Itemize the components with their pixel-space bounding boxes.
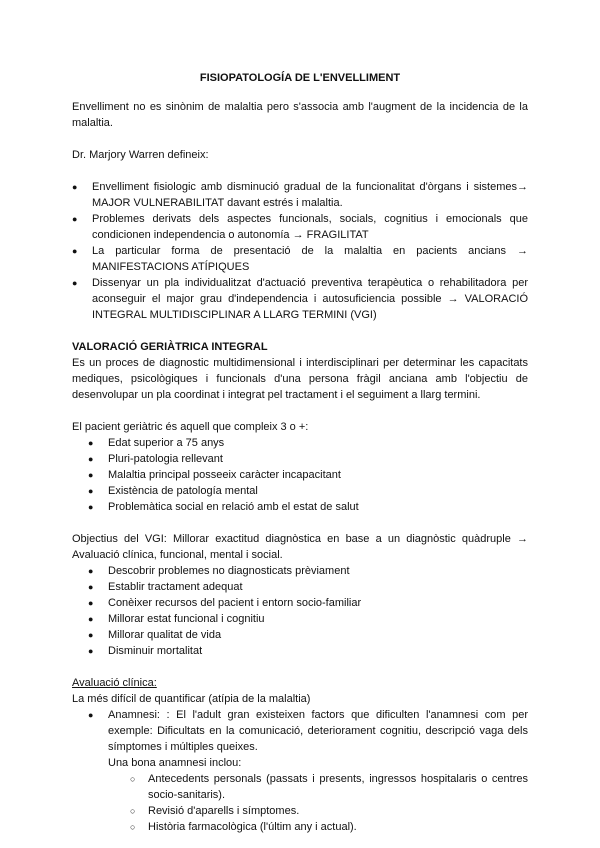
list-item: ● Descobrir problemes no diagnosticats prèviament [88,563,528,579]
list-item: ● Establir tractament adequat [88,579,528,595]
patient-list [88,435,528,515]
list-item [88,707,528,835]
document-page [72,70,528,835]
list-item: ● Dissenyar un pla individualitzat d'actuació preventiva terapèutica o rehabilitadora per aconseguir el major grau d'independencia i autosuficiencia possible → VALORACIÓ INTEGRAL MULTIDISCIPLINAR A LLARG TERMINI (VGI) [72,275,528,323]
clinical-list [88,707,528,835]
sub-list-item: ○ Revisió d'aparells i símptomes. [128,803,528,819]
list-item: ● Millorar qualitat de vida [88,627,528,643]
vgi-definition: Es un proces de diagnostic multidimensional i interdisciplinari per determinar les capacitats mediques, psicològiques i funcionals d'una persona fràgil anciana amb l'objectiu de desenvolupar un pla coordinat i integrat pel tractament i el seguiment a llarg termini. [72,357,528,401]
anamnesis-sublist [128,771,528,835]
list-item: ● Disminuir mortalitat [88,643,528,659]
clinical-subtitle: La més difícil de quantificar (atípia de la malaltia) [72,693,311,705]
list-item: ● Problemes derivats dels aspectes funcionals, socials, cognitius i emocionals que condicionen independencia o autonomía → FRAGILITAT [72,211,528,243]
vgi-heading: VALORACIÓ GERIÀTRICA INTEGRAL [72,341,268,353]
anamnesis-good: Una bona anamnesi inclou: [108,757,242,769]
sub-list-item: ○ Història farmacològica (l'últim any i actual). [128,819,528,835]
warren-intro: Dr. Marjory Warren defineix: [72,149,209,161]
intro-paragraph: Envelliment no es sinònim de malaltia pero s'associa amb l'augment de la incidencia de la malaltia. [72,101,528,129]
warren-list [72,179,528,323]
list-item: ● La particular forma de presentació de la malaltia en pacients ancians → MANIFESTACIONS ATÍPIQUES [72,243,528,275]
list-item: ● Millorar estat funcional i cognitiu [88,611,528,627]
document-title: FISIOPATOLOGÍA DE L'ENVELLIMENT [199,72,401,84]
list-item: ● Malaltia principal posseeix caràcter incapacitant [88,467,528,483]
patient-intro: El pacient geriàtric és aquell que compleix 3 o +: [72,421,309,433]
list-item: ● Problemàtica social en relació amb el estat de salut [88,499,528,515]
list-item: ● Pluri-patologia rellevant [88,451,528,467]
anamnesis-text: Anamnesi: : El l'adult gran existeixen factors que dificulten l'anamnesi com per exemple: Dificultats en la comunicació, deteriorament cognitiu, descripció vaga dels símptomes i múltiples queixes. [108,709,528,753]
clinical-heading: Avaluació clínica: [72,677,157,689]
sub-list-item: ○ Antecedents personals (passats i presents, ingressos hospitalaris o centres socio-sanitaris). [128,771,528,803]
objectives-list [88,563,528,659]
list-item: ● Envelliment fisiologic amb disminució gradual de la funcionalitat d'òrgans i sistemes→ MAJOR VULNERABILITAT davant estrés i malaltia. [72,179,528,211]
objectives-intro: Objectius del VGI: Millorar exactitud diagnòstica en base a un diagnòstic quàdruple → Avaluació clínica, funcional, mental i social. [72,533,528,561]
list-item: ● Conèixer recursos del pacient i entorn socio-familiar [88,595,528,611]
list-item: ● Existència de patología mental [88,483,528,499]
list-item: ● Edat superior a 75 anys [88,435,528,451]
